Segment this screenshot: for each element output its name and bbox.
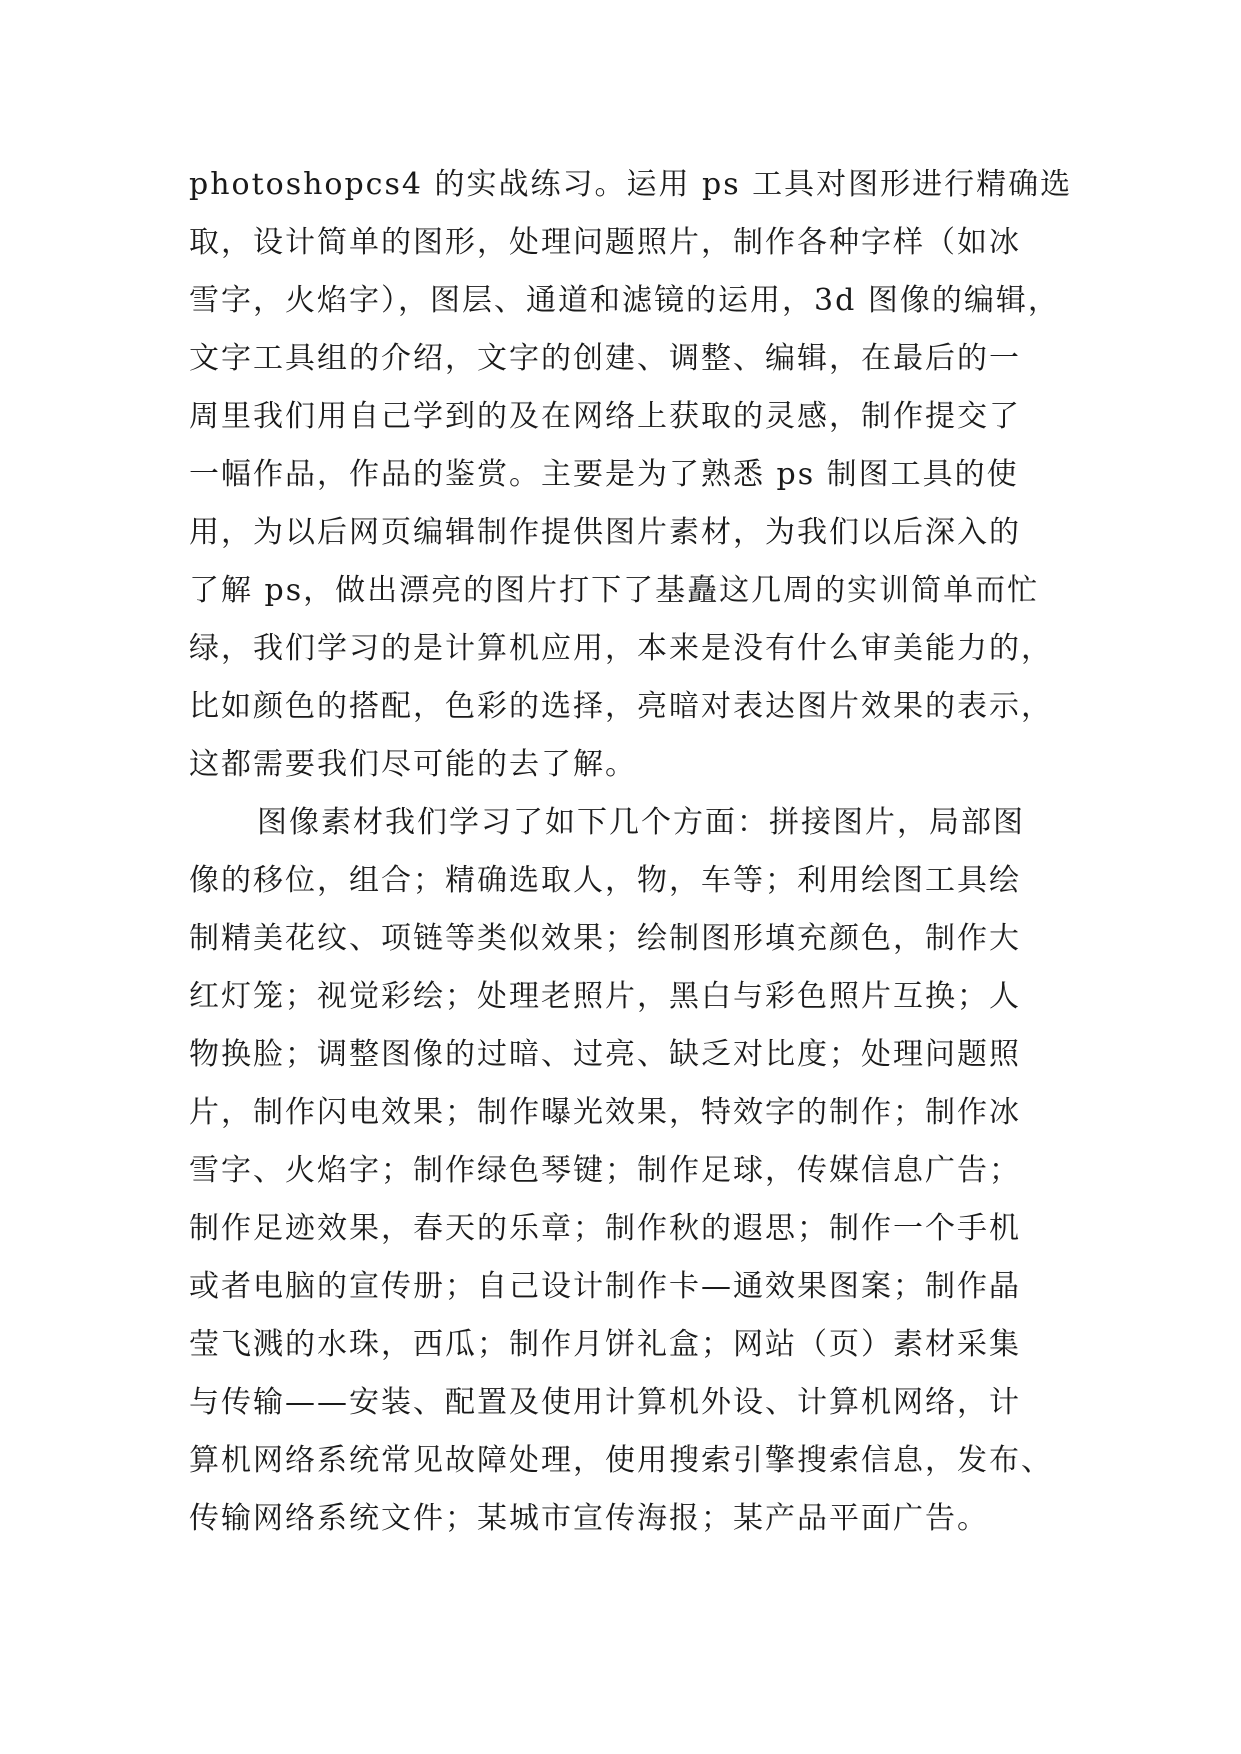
text-line: 比如颜色的搭配，色彩的选择，亮暗对表达图片效果的表示， [189, 689, 1053, 724]
text-line: 雪字、火焰字；制作绿色琴键；制作足球，传媒信息广告； [189, 1153, 1021, 1188]
text-line: 用，为以后网页编辑制作提供图片素材，为我们以后深入的 [189, 515, 1021, 550]
text-line: 像的移位，组合；精确选取人，物，车等；利用绘图工具绘 [189, 863, 1021, 898]
text-line: photoshopcs4 的实战练习。运用 ps 工具对图形进行精确选 [189, 167, 1073, 202]
text-line: 与传输——安装、配置及使用计算机外设、计算机网络，计 [189, 1385, 1021, 1420]
text-line: 莹飞溅的水珠，西瓜；制作月饼礼盒；网站（页）素材采集 [189, 1327, 1021, 1362]
text-line: 这都需要我们尽可能的去了解。 [189, 747, 637, 782]
text-line: 文字工具组的介绍，文字的创建、调整、编辑，在最后的一 [189, 341, 1021, 376]
text-line: 算机网络系统常见故障处理，使用搜索引擎搜索信息，发布、 [189, 1443, 1053, 1478]
text-line: 制作足迹效果，春天的乐章；制作秋的遐思；制作一个手机 [189, 1211, 1021, 1246]
paragraph [189, 156, 1073, 794]
text-line-indented: 图像素材我们学习了如下几个方面：拼接图片，局部图 [257, 805, 1025, 840]
text-line: 或者电脑的宣传册；自己设计制作卡—通效果图案；制作晶 [189, 1269, 1021, 1304]
text-line: 片，制作闪电效果；制作曝光效果，特效字的制作；制作冰 [189, 1095, 1021, 1130]
text-line: 一幅作品，作品的鉴赏。主要是为了熟悉 ps 制图工具的使 [189, 457, 1019, 492]
text-line: 取，设计简单的图形，处理问题照片，制作各种字样（如冰 [189, 225, 1021, 260]
text-line: 周里我们用自己学到的及在网络上获取的灵感，制作提交了 [189, 399, 1021, 434]
text-line: 制精美花纹、项链等类似效果；绘制图形填充颜色，制作大 [189, 921, 1021, 956]
text-line: 物换脸；调整图像的过暗、过亮、缺乏对比度；处理问题照 [189, 1037, 1021, 1072]
text-line: 雪字，火焰字），图层、通道和滤镜的运用，3d 图像的编辑， [189, 283, 1060, 318]
text-line: 红灯笼；视觉彩绘；处理老照片，黑白与彩色照片互换；人 [189, 979, 1021, 1014]
text-line: 了解 ps，做出漂亮的图片打下了基矗这几周的实训简单而忙 [189, 573, 1040, 608]
paragraph [189, 794, 1067, 1548]
text-line: 传输网络系统文件；某城市宣传海报；某产品平面广告。 [189, 1501, 989, 1536]
text-line: 绿，我们学习的是计算机应用，本来是没有什么审美能力的， [189, 631, 1053, 666]
document-body [189, 156, 1073, 1548]
